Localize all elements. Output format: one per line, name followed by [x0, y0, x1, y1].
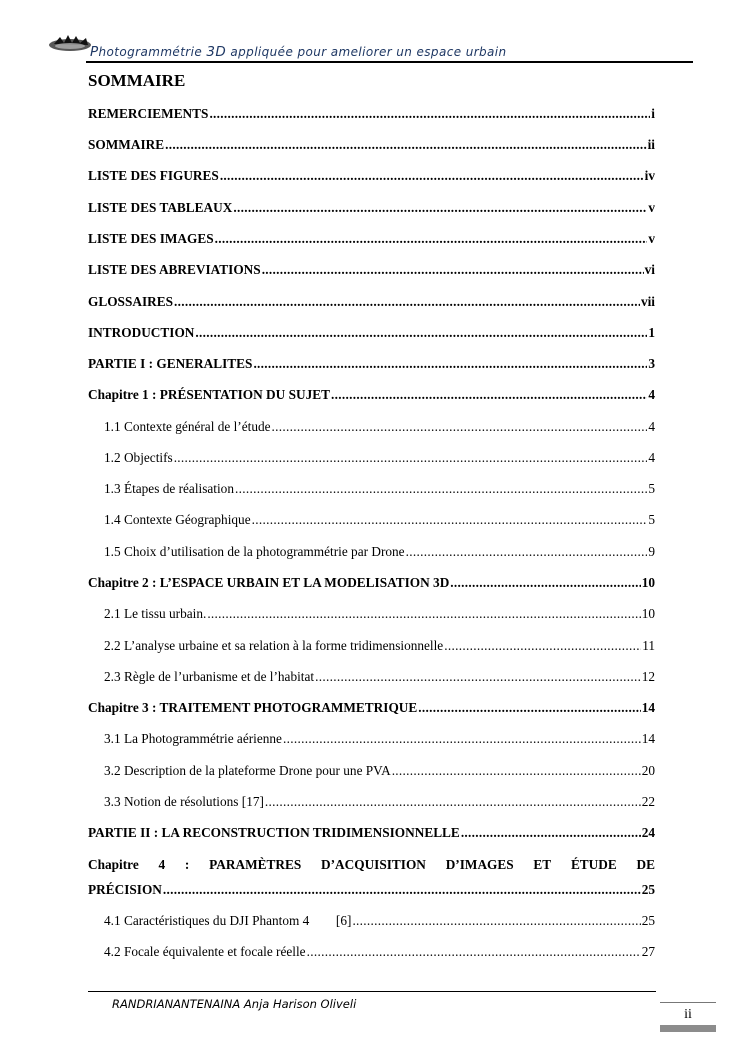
toc-subentry[interactable]: 1.5 Choix d’utilisation de la photogrammétrie par Drone ..... 9: [104, 544, 655, 560]
document-running-title: Photogrammétrie 3D appliquée pour ameliorer un espace urbain: [90, 44, 507, 60]
toc-entry[interactable]: LISTE DES TABLEAUX ..... v: [88, 200, 655, 216]
header-divider: [86, 61, 693, 63]
toc-subentry[interactable]: 2.2 L’analyse urbaine et sa relation à la forme tridimensionnelle ..... 11: [104, 638, 655, 654]
toc-entry[interactable]: PARTIE II : LA RECONSTRUCTION TRIDIMENSIONNELLE ..... 24: [88, 825, 655, 841]
author-name: RANDRIANANTENAINA Anja Harison Oliveli: [112, 997, 357, 1011]
toc-entry[interactable]: REMERCIEMENTS ..... i: [88, 106, 655, 122]
toc-subentry[interactable]: 1.1 Contexte général de l’étude ..... 4: [104, 419, 655, 435]
toc-entry[interactable]: INTRODUCTION ..... 1: [88, 325, 655, 341]
toc-subentry[interactable]: 1.2 Objectifs ..... 4: [104, 450, 655, 466]
toc-entry[interactable]: GLOSSAIRES ..... vii: [88, 294, 655, 310]
page-header: [44, 28, 694, 68]
university-logo-icon: [48, 32, 92, 56]
toc-entry[interactable]: Chapitre 1 : PRÉSENTATION DU SUJET ..... 4: [88, 387, 655, 403]
toc-subentry[interactable]: 1.4 Contexte Géographique ..... 5: [104, 512, 655, 528]
toc-entry[interactable]: LISTE DES IMAGES ..... v: [88, 231, 655, 247]
toc-subentry[interactable]: 1.3 Étapes de réalisation ..... 5: [104, 481, 655, 497]
toc-entry-chapter-4[interactable]: [88, 857, 655, 898]
toc-entry[interactable]: Chapitre 2 : L’ESPACE URBAIN ET LA MODELISATION 3D ..... 10: [88, 575, 655, 591]
toc-subentry[interactable]: 3.2 Description de la plateforme Drone pour une PVA ..... 20: [104, 763, 655, 779]
toc-subentry[interactable]: 2.1 Le tissu urbain. ..... 10: [104, 606, 655, 622]
toc-entry[interactable]: SOMMAIRE ..... ii: [88, 137, 655, 153]
toc-subentry[interactable]: 4.2 Focale équivalente et focale réelle ..... 27: [104, 944, 655, 960]
toc-entry[interactable]: LISTE DES FIGURES ..... iv: [88, 168, 655, 184]
page-number-top-rule: [660, 1002, 716, 1003]
toc-subentry[interactable]: 3.1 La Photogrammétrie aérienne ..... 14: [104, 731, 655, 747]
toc-entry[interactable]: Chapitre 3 : TRAITEMENT PHOTOGRAMMETRIQUE ..... 14: [88, 700, 655, 716]
toc-subentry[interactable]: 2.3 Règle de l’urbanisme et de l’habitat ..... 12: [104, 669, 655, 685]
page-number-box: [660, 1002, 716, 1032]
toc-entry[interactable]: PARTIE I : GENERALITES ..... 3: [88, 356, 655, 372]
toc-subentry[interactable]: 4.1 Caractéristiques du DJI Phantom 4 [6] ..... 25: [104, 913, 655, 929]
chapter-4-continuation: PRÉCISION ..... 25: [88, 882, 655, 898]
page-title: SOMMAIRE: [88, 71, 186, 90]
toc-entry[interactable]: LISTE DES ABREVIATIONS ..... vi: [88, 262, 655, 278]
chapter-4-title-line: Chapitre 4 : PARAMÈTRES D’ACQUISITION D’IMAGES ET ÉTUDE DE: [88, 857, 655, 872]
page-number: ii: [684, 1007, 692, 1022]
footer-divider: [88, 991, 656, 992]
toc-subentry[interactable]: 3.3 Notion de résolutions [17] ..... 22: [104, 794, 655, 810]
page-number-bar: [660, 1025, 716, 1032]
